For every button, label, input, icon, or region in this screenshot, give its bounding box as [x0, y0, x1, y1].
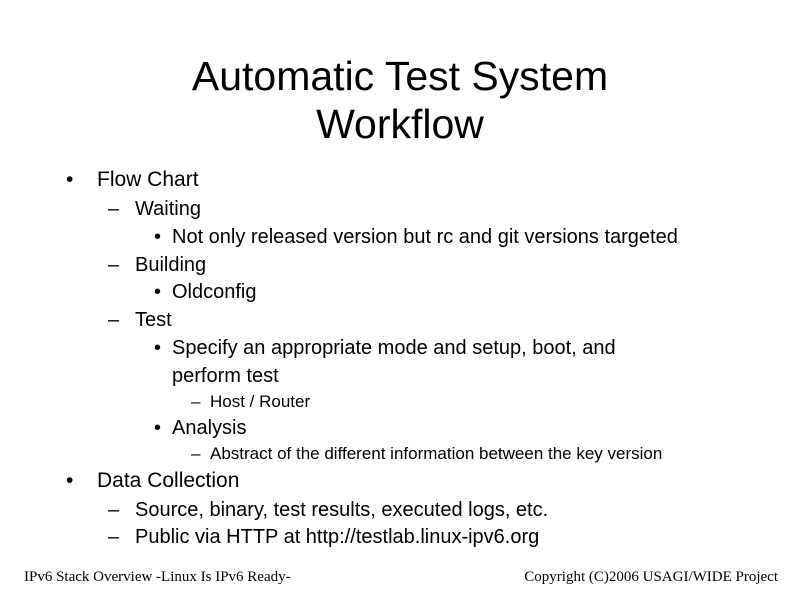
- dash-marker: –: [108, 499, 120, 521]
- bullet-waiting-detail: Not only released version but rc and git versions targeted: [172, 226, 678, 248]
- bullet-marker: •: [154, 281, 162, 303]
- bullet-host-router: Host / Router: [210, 392, 311, 411]
- footer-right: Copyright (C)2006 USAGI/WIDE Project: [524, 569, 778, 585]
- footer-left: IPv6 Stack Overview -Linux Is IPv6 Ready-: [24, 569, 291, 585]
- bullet-data-collection: Data Collection: [97, 469, 240, 492]
- bullet-marker: •: [154, 417, 162, 439]
- bullet-abstract: Abstract of the different information between the key version: [210, 444, 663, 463]
- bullet-marker: •: [154, 337, 162, 359]
- bullet-specify-line-1: Specify an appropriate mode and setup, boot, and: [172, 337, 616, 359]
- bullet-public: Public via HTTP at http://testlab.linux-ipv6.org: [135, 526, 540, 548]
- dash-marker: –: [191, 392, 201, 411]
- bullet-oldconfig: Oldconfig: [172, 281, 257, 303]
- bullet-test: Test: [135, 309, 172, 331]
- bullet-waiting: Waiting: [135, 198, 201, 220]
- bullet-marker: •: [66, 469, 74, 492]
- dash-marker: –: [108, 309, 120, 331]
- bullet-analysis: Analysis: [172, 417, 247, 439]
- bullet-specify-line-2: perform test: [172, 365, 279, 387]
- slide-title-line-1: Automatic Test System: [191, 53, 609, 99]
- bullet-marker: •: [66, 168, 74, 191]
- dash-marker: –: [191, 444, 201, 463]
- slide-title-line-2: Workflow: [316, 101, 484, 147]
- bullet-source: Source, binary, test results, executed logs, etc.: [135, 499, 549, 521]
- bullet-marker: •: [154, 226, 162, 248]
- slide-title: [0, 52, 800, 148]
- dash-marker: –: [108, 254, 120, 276]
- dash-marker: –: [108, 526, 120, 548]
- bullet-building: Building: [135, 254, 207, 276]
- dash-marker: –: [108, 198, 120, 220]
- bullet-flow-chart: Flow Chart: [97, 168, 199, 191]
